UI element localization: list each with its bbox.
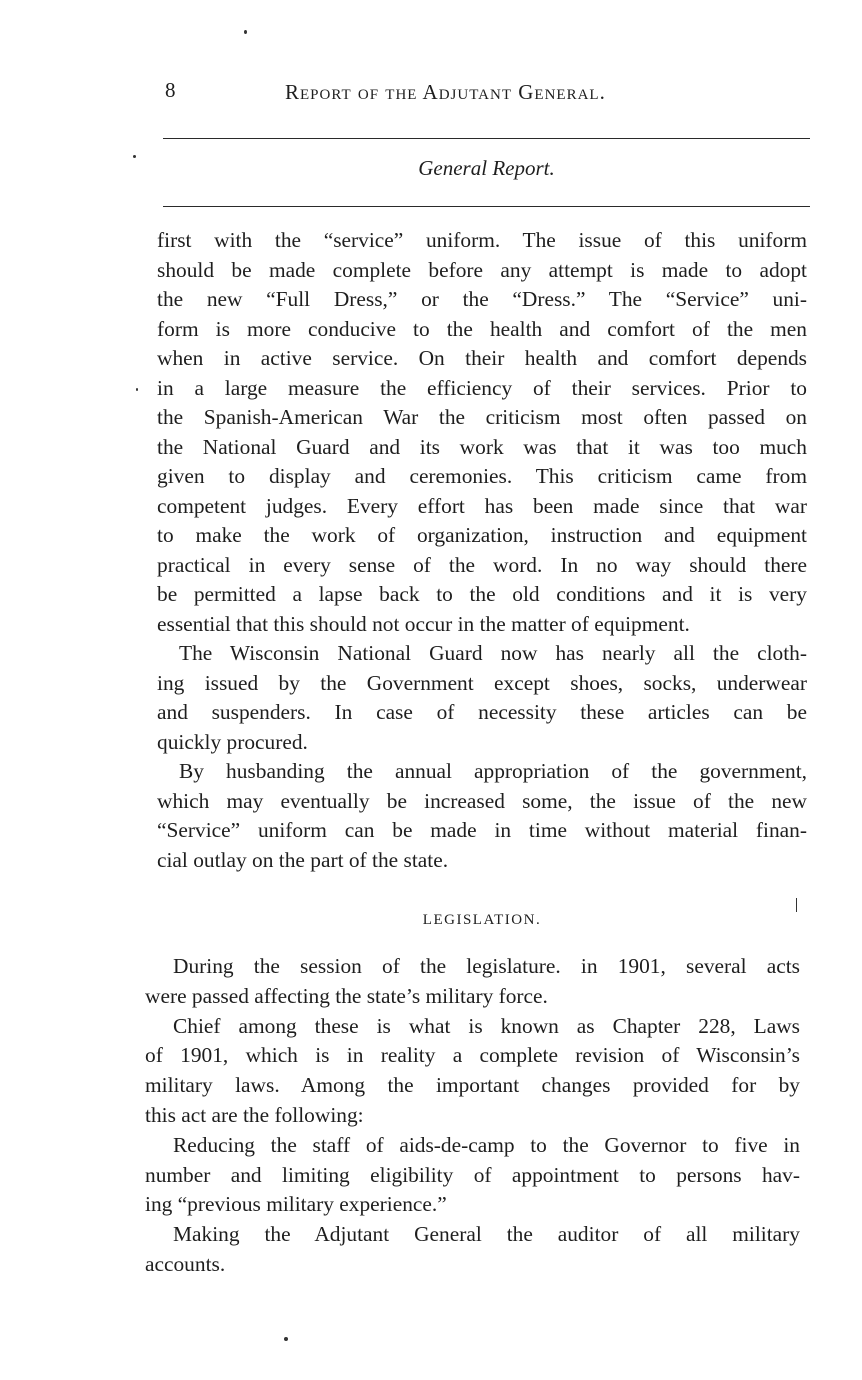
- text-line: ing “previous military experience.”: [145, 1192, 447, 1217]
- text-line: when in active service. On their health and comfort depends: [157, 346, 807, 370]
- text-line: and suspenders. In case of necessity these articles can be: [157, 700, 807, 724]
- text-line: which may eventually be increased some, the issue of the new: [157, 788, 807, 813]
- staff-paragraph: [145, 1131, 800, 1220]
- text-line: form is more conducive to the health and comfort of the men: [157, 316, 807, 341]
- text-line: “Service” uniform can be made in time without material finan-: [157, 818, 807, 842]
- text-line: accounts.: [145, 1251, 226, 1276]
- clothing-paragraph: [157, 639, 807, 757]
- text-line: the National Guard and its work was that it was too much: [157, 434, 807, 459]
- legislation-heading: LEGISLATION.: [422, 912, 542, 928]
- page-number: 8: [165, 78, 176, 102]
- ink-speck: [284, 1337, 288, 1341]
- text-line: competent judges. Every effort has been made since that war: [157, 493, 807, 518]
- text-line: Chief among these is what is known as Chapter 228, Laws: [173, 1013, 800, 1038]
- ink-speck: [244, 30, 247, 34]
- appropriation-paragraph: [157, 757, 807, 875]
- text-line: practical in every sense of the word. In no way should there: [157, 552, 807, 577]
- chapter-paragraph: [145, 1012, 800, 1131]
- text-line: Reducing the staff of aids-de-camp to the Governor to five in: [173, 1132, 800, 1157]
- text-line: this act are the following:: [145, 1102, 364, 1127]
- ink-speck: [133, 155, 136, 158]
- ink-speck: [796, 898, 797, 912]
- text-line: the Spanish-American War the criticism most often passed on: [157, 405, 807, 429]
- running-title: Report of the Adjutant General.: [285, 80, 606, 104]
- text-line: given to display and ceremonies. This criticism came from: [157, 464, 807, 488]
- text-line: The Wisconsin National Guard now has nearly all the cloth-: [179, 641, 807, 665]
- text-line: During the session of the legislature. in 1901, several acts: [173, 954, 800, 978]
- running-head: [165, 78, 695, 108]
- text-line: essential that this should not occur in the matter of equipment.: [157, 611, 690, 636]
- text-line: Making the Adjutant General the auditor of all military: [173, 1222, 800, 1247]
- body-text-lower: [145, 952, 800, 1280]
- text-line: By husbanding the annual appropriation of the government,: [179, 759, 807, 783]
- text-line: in a large measure the efficiency of their services. Prior to: [157, 375, 807, 400]
- text-line: be permitted a lapse back to the old conditions and it is very: [157, 582, 807, 606]
- text-line: quickly procured.: [157, 729, 308, 754]
- session-paragraph: [145, 952, 800, 1012]
- text-line: the new “Full Dress,” or the “Dress.” The “Service” uni-: [157, 287, 807, 311]
- text-line: ing issued by the Government except shoes, socks, underwear: [157, 670, 807, 695]
- header-rule-top: [163, 138, 810, 139]
- continuation-paragraph: [157, 226, 807, 639]
- header-rule-bottom: [163, 206, 810, 207]
- text-line: to make the work of organization, instruction and equipment: [157, 523, 807, 547]
- text-line: number and limiting eligibility of appointment to persons hav-: [145, 1162, 800, 1187]
- body-text-upper: [157, 226, 807, 875]
- text-line: were passed affecting the state’s military force.: [145, 983, 548, 1008]
- text-line: should be made complete before any attempt is made to adopt: [157, 257, 807, 282]
- text-line: cial outlay on the part of the state.: [157, 847, 449, 872]
- text-line: of 1901, which is in reality a complete revision of Wisconsin’s: [145, 1043, 800, 1068]
- text-line: military laws. Among the important changes provided for by: [145, 1073, 800, 1098]
- text-line: first with the “service” uniform. The issue of this uniform: [157, 228, 807, 252]
- auditor-paragraph: [145, 1220, 800, 1280]
- section-title: General Report.: [418, 156, 555, 180]
- ink-speck: [136, 388, 138, 391]
